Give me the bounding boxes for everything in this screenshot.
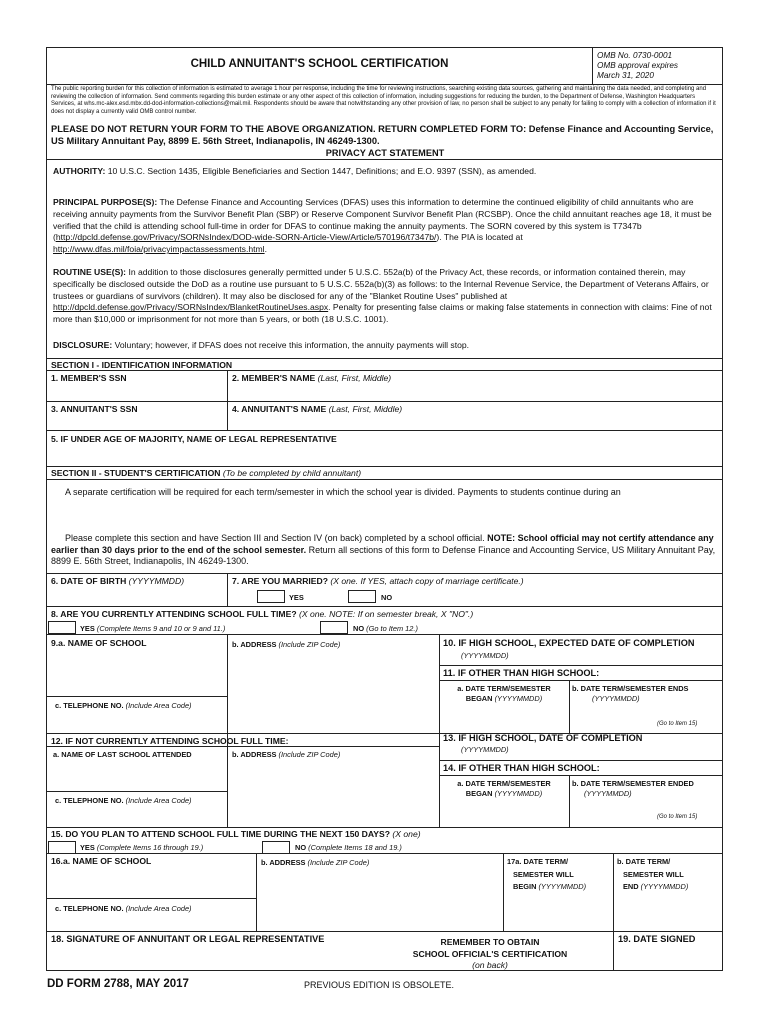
- member-name-field[interactable]: [229, 384, 721, 401]
- school-name-field[interactable]: [48, 649, 226, 693]
- form-title: CHILD ANNUITANT'S SCHOOL CERTIFICATION: [190, 58, 449, 70]
- routine-uses-link[interactable]: http://dpcld.defense.gov/Privacy/SORNsIndex/BlanketRoutineUses.aspx: [53, 302, 329, 313]
- annuitant-name-label: 4. ANNUITANT'S NAME (Last, First, Middle): [232, 404, 403, 414]
- signature-label: 18. SIGNATURE OF ANNUITANT OR LEGAL REPRESENTATIVE: [51, 934, 325, 944]
- omb-info: [597, 51, 678, 81]
- term-will-end-label: b. DATE TERM/ SEMESTER WILL END (YYYYMMDD): [617, 857, 689, 891]
- plan-attend-label: 15. DO YOU PLAN TO ATTEND SCHOOL FULL TIME DURING THE NEXT 150 DAYS? (X one): [51, 829, 421, 839]
- school-name-label: 9.a. NAME OF SCHOOL: [51, 638, 147, 648]
- other-than-hs-2-label: 14. IF OTHER THAN HIGH SCHOOL:: [443, 763, 600, 773]
- plan-yes-label: YES (Complete Items 16 through 19.): [80, 843, 204, 852]
- school-phone-field[interactable]: [48, 712, 226, 732]
- plan-no-label: NO (Complete Items 18 and 19.): [295, 843, 402, 852]
- last-school-address-field[interactable]: [229, 760, 437, 826]
- member-ssn-label: 1. MEMBER'S SSN: [51, 373, 127, 383]
- attending-no-checkbox[interactable]: [320, 621, 348, 634]
- pia-link[interactable]: http://www.dfas.mil/foia/privacyimpactassessments.html: [53, 244, 265, 255]
- annuitant-ssn-label: 3. ANNUITANT'S SSN: [51, 404, 138, 414]
- go-to-item-15: (Go to Item 15): [657, 721, 698, 727]
- last-school-address-label: b. ADDRESS (Include ZIP Code): [232, 750, 341, 759]
- legal-representative-field[interactable]: [48, 445, 722, 459]
- date-signed-label: 19. DATE SIGNED: [618, 934, 696, 944]
- planned-school-field[interactable]: [48, 867, 254, 897]
- term-ended-label: b. DATE TERM/SEMESTER ENDED (YYYYMMDD): [572, 779, 694, 798]
- planned-school-address-label: b. ADDRESS (Include ZIP Code): [261, 858, 370, 867]
- omb-approval: OMB approval expires: [597, 61, 678, 70]
- routine-uses: ROUTINE USE(S): In addition to those disclosures generally permitted under 5 U.S.C. 552a(b) of the Privacy Act, these records, or information contained therein, may specifically be disclosed outside the DoD as a routine use pursuant to 5 U.S.C. 552a(b)(3) as follows: to the Internal Revenue Service, the Department of Veterans Affairs, or trustees or guardians of survivors (children). It may also be disclosed for any of the "Blanket Routine Uses" published at http://dpcld.defense.gov/Privacy/SORNsIndex/BlanketRoutineUses.aspx. Penalty for presenting false claims or making false statements in connection with claims: Fine of not more than $10,000 or imprisonment for not more than 5 years, or both (18 U.S.C. 1001).: [53, 267, 712, 325]
- section2-heading: SECTION II - STUDENT'S CERTIFICATION (To be completed by child annuitant): [51, 468, 362, 478]
- attending-label: 8. ARE YOU CURRENTLY ATTENDING SCHOOL FULL TIME? (X one. NOTE: If on semester break, X "NO".): [51, 609, 474, 619]
- hs-completion-hint: (YYYYMMDD): [461, 651, 509, 660]
- planned-school-phone-field[interactable]: [48, 914, 254, 930]
- married-yes-checkbox[interactable]: [257, 590, 285, 603]
- section1-heading: SECTION I - IDENTIFICATION INFORMATION: [51, 360, 233, 370]
- term-will-begin-label: 17a. DATE TERM/ SEMESTER WILL BEGIN (YYYYMMDD): [507, 857, 587, 891]
- privacy-heading: PRIVACY ACT STATEMENT: [325, 148, 445, 158]
- school-address-label: b. ADDRESS (Include ZIP Code): [232, 640, 341, 649]
- married-no-checkbox[interactable]: [348, 590, 376, 603]
- dob-label: 6. DATE OF BIRTH (YYYYMMDD): [51, 576, 185, 586]
- dob-field[interactable]: [48, 587, 226, 606]
- married-yes-label: YES: [289, 593, 304, 602]
- married-no-label: NO: [381, 593, 393, 602]
- previous-edition-note: PREVIOUS EDITION IS OBSOLETE.: [304, 980, 455, 990]
- form-id: DD FORM 2788, MAY 2017: [47, 978, 189, 990]
- date-signed-field[interactable]: [615, 946, 722, 970]
- last-school-phone-label: c. TELEPHONE NO. (Include Area Code): [55, 796, 192, 805]
- other-than-hs-label: 11. IF OTHER THAN HIGH SCHOOL:: [443, 668, 600, 678]
- planned-school-label: 16.a. NAME OF SCHOOL: [51, 856, 152, 866]
- last-school-field[interactable]: [48, 760, 226, 791]
- attending-yes-label: YES (Complete Items 9 and 10 or 9 and 11.): [80, 624, 226, 633]
- omb-number: OMB No. 0730-0001: [597, 51, 673, 60]
- annuitant-name-field[interactable]: [229, 415, 721, 430]
- attending-yes-checkbox[interactable]: [48, 621, 76, 634]
- legal-representative-label: 5. IF UNDER AGE OF MAJORITY, NAME OF LEGAL REPRESENTATIVE: [51, 434, 337, 444]
- term-ends-label: b. DATE TERM/SEMESTER ENDS (YYYYMMDD): [572, 684, 689, 703]
- omb-date: March 31, 2020: [597, 71, 654, 80]
- last-school-label: a. NAME OF LAST SCHOOL ATTENDED: [53, 750, 192, 759]
- member-ssn-field[interactable]: [48, 384, 226, 401]
- hs-date-completion-label: 13. IF HIGH SCHOOL, DATE OF COMPLETION: [443, 733, 643, 743]
- school-phone-label: c. TELEPHONE NO. (Include Area Code): [55, 701, 192, 710]
- authority: AUTHORITY: 10 U.S.C. Section 1435, Eligible Beneficiaries and Section 1447, Definitions; and E.O. 9397 (SSN), as amended.: [53, 166, 537, 176]
- section2-instructions: A separate certification will be required for each term/semester in which the school year is divided. Payments to students continue during an: [65, 487, 621, 497]
- not-attending-label: 12. IF NOT CURRENTLY ATTENDING SCHOOL FULL TIME:: [51, 736, 289, 746]
- signature-field[interactable]: [48, 946, 368, 970]
- certification-form: [46, 47, 723, 971]
- school-address-field[interactable]: [229, 651, 437, 731]
- annuitant-ssn-field[interactable]: [48, 415, 226, 430]
- hs-completion-label: 10. IF HIGH SCHOOL, EXPECTED DATE OF COMPLETION: [443, 638, 695, 648]
- married-label: 7. ARE YOU MARRIED? (X one. If YES, attach copy of marriage certificate.): [232, 576, 524, 586]
- go-to-item-15-b: (Go to Item 15): [657, 814, 698, 820]
- term-began-2-label: a. DATE TERM/SEMESTER BEGAN (YYYYMMDD): [457, 779, 551, 798]
- burden-statement: The public reporting burden for this collection of information is estimated to average 1 hour per response, including the time for reviewing instructions, searching existing data sources, gathering and maintaining the data needed, and completing and reviewing the collection of information. Send comments regarding this burden estimate or any other aspect of this collection of information, including suggestions for reducing the burden, to the Department of Defense, Washington Headquarters Services, at whs.mc-alex.esd.mbx.dd-dod-information-collections@mail.mil. Respondents should be aware that notwithstanding any other provision of law, no person shall be subject to any penalty for failing to comply with a collection of information if it does not display a currently valid OMB control number.: [51, 86, 716, 115]
- last-school-phone-field[interactable]: [48, 807, 226, 826]
- section2-completion-note: Please complete this section and have Section III and Section IV (on back) completed by a school official. NOTE: School official may not certify attendance any earlier than 30 days prior to the end of the school semester. Return all sections of this form to Defense Finance and Accounting Service, US Military Annuitant Pay, 8899 E. 56th Street, Indianapolis, IN 46249-1300.: [51, 533, 716, 566]
- sorn-link[interactable]: http://dpcld.defense.gov/Privacy/SORNsIndex/DOD-wide-SORN-Article-View/Article/570196/t7347b/: [55, 232, 437, 243]
- planned-school-address-field[interactable]: [258, 869, 501, 930]
- hs-date-completion-hint: (YYYYMMDD): [461, 745, 509, 754]
- disclosure: DISCLOSURE: Voluntary; however, if DFAS does not receive this information, the annuity payments will stop.: [53, 340, 470, 350]
- attending-no-label: NO (Go to Item 12.): [353, 624, 418, 633]
- term-began-label: a. DATE TERM/SEMESTER BEGAN (YYYYMMDD): [457, 684, 551, 703]
- principal-purpose: PRINCIPAL PURPOSE(S): The Defense Finance and Accounting Services (DFAS) uses this information to determine the continued eligibility of child annuitants who are receiving annuity payments from the Survivor Benefit Plan (SBP) or Reserve Component Survivor Benefit Plan (RCSBP). Once the child annuitant reaches age 18, it must be verified that the child is attending school full-time in order for DFAS to continue making the annuity payments. The SORN covered by this system is T7347b (http://dpcld.defense.gov/Privacy/SORNsIndex/DOD-wide-SORN-Article-View/Article/570196/t7347b/). The PIA is located at http://www.dfas.mil/foia/privacyimpactassessments.html.: [53, 197, 712, 255]
- member-name-label: 2. MEMBER'S NAME (Last, First, Middle): [232, 373, 392, 383]
- remember-note: REMEMBER TO OBTAIN SCHOOL OFFICIAL'S CERTIFICATION (on back): [412, 937, 568, 970]
- return-notice: PLEASE DO NOT RETURN YOUR FORM TO THE ABOVE ORGANIZATION. RETURN COMPLETED FORM TO: Defense Finance and Accounting Service, US Military Annuitant Pay, 8899 E. 56th Street, Indianapolis, IN 46249-1300.: [51, 124, 714, 146]
- planned-school-phone-label: c. TELEPHONE NO. (Include Area Code): [55, 904, 192, 913]
